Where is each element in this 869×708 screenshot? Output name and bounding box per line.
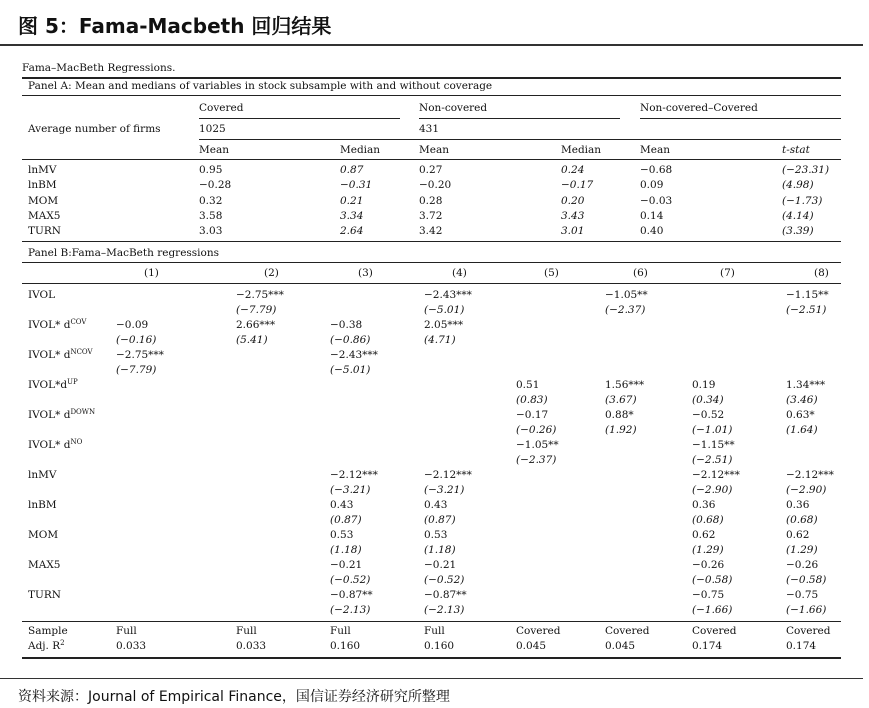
t-stat-cell: (−2.37) <box>605 304 646 316</box>
coefficient-cell: 1.34*** <box>786 379 826 391</box>
value-cell: 3.42 <box>419 225 443 238</box>
coefficient-cell: −0.38 <box>330 319 363 331</box>
row-label: MOM <box>28 194 59 207</box>
panel-b-bottom-rule <box>22 621 841 622</box>
column-header: (5) <box>544 267 559 279</box>
value-cell: −0.28 <box>199 179 232 192</box>
t-stat-cell: (−0.26) <box>516 424 557 436</box>
value-cell: 0.95 <box>199 164 223 176</box>
value-cell: 0.09 <box>640 179 664 192</box>
t-stat-cell: (0.87) <box>424 514 456 526</box>
row-label: lnMV <box>28 469 57 481</box>
row-label-base: IVOL* d <box>28 409 71 421</box>
panel-b-title: Panel B:Fama–MacBeth regressions <box>28 247 220 259</box>
column-header: (7) <box>720 267 735 279</box>
value-cell: 0.27 <box>419 164 443 176</box>
group-covered-rule <box>199 118 400 119</box>
row-label-base: IVOL* d <box>28 439 71 451</box>
coefficient-cell: −2.43*** <box>424 289 472 301</box>
coefficient-cell: −0.21 <box>330 559 363 571</box>
coefficient-cell: 0.36 <box>692 499 716 511</box>
row-label <box>28 379 78 392</box>
value-cell: 2.64 <box>340 225 364 238</box>
coefficient-cell: 0.62 <box>692 529 716 541</box>
firms-non-covered: 431 <box>419 123 440 135</box>
value-cell: (4.98) <box>782 179 814 192</box>
row-label-superscript: COV <box>70 318 87 326</box>
firms-rule <box>199 139 841 140</box>
table-bottom-rule <box>22 657 841 659</box>
coefficient-cell: −0.09 <box>116 319 149 331</box>
row-label: MAX5 <box>28 559 61 571</box>
coefficient-cell: 0.62 <box>786 529 810 541</box>
adj-r2-cell: 0.174 <box>786 640 817 652</box>
t-stat-cell: (1.29) <box>692 544 724 556</box>
value-cell: −0.20 <box>419 179 452 192</box>
panel-b-header-rule <box>22 283 841 284</box>
coefficient-cell: −2.43*** <box>330 349 378 361</box>
coefficient-cell: −0.26 <box>692 559 725 571</box>
t-stat-cell: (−0.86) <box>330 334 371 346</box>
header-mean: Mean <box>199 144 229 156</box>
t-stat-cell: (−7.79) <box>116 364 157 376</box>
t-stat-cell: (0.34) <box>692 394 724 406</box>
t-stat-cell: (1.18) <box>424 544 456 556</box>
t-stat-cell: (−0.52) <box>424 574 465 586</box>
coefficient-cell: −1.15** <box>692 439 735 451</box>
value-cell: (−1.73) <box>782 194 823 207</box>
firms-covered: 1025 <box>199 123 226 135</box>
t-stat-cell: (4.71) <box>424 334 456 346</box>
coefficient-cell: 0.51 <box>516 379 540 391</box>
row-label-base: IVOL* d <box>28 319 71 331</box>
t-stat-cell: (5.41) <box>236 334 268 346</box>
t-stat-cell: (−0.58) <box>786 574 827 586</box>
adj-r2-label <box>28 640 65 653</box>
t-stat-cell: (−2.51) <box>786 304 827 316</box>
value-cell: 0.32 <box>199 194 223 207</box>
sample-cell: Covered <box>786 625 831 637</box>
adj-r2-cell: 0.174 <box>692 640 723 652</box>
coefficient-cell: 0.43 <box>424 499 448 511</box>
value-cell: −0.68 <box>640 164 673 176</box>
sample-label: Sample <box>28 625 68 637</box>
firms-label: Average number of firms <box>28 123 161 135</box>
value-cell: 3.72 <box>419 209 443 222</box>
t-stat-cell: (−5.01) <box>424 304 465 316</box>
t-stat-cell: (−2.13) <box>424 604 465 616</box>
coefficient-cell: 1.56*** <box>605 379 645 391</box>
group-non-covered-rule <box>419 118 620 119</box>
coefficient-cell: −2.12*** <box>330 469 378 481</box>
t-stat-cell: (0.87) <box>330 514 362 526</box>
value-cell: 0.20 <box>561 194 585 207</box>
coefficient-cell: −2.12*** <box>692 469 740 481</box>
row-label: lnBM <box>28 179 57 192</box>
row-label <box>28 439 82 452</box>
coefficient-cell: −0.26 <box>786 559 819 571</box>
header-mean: Mean <box>640 144 670 156</box>
value-cell: 3.43 <box>561 209 585 222</box>
coefficient-cell: 0.19 <box>692 379 716 391</box>
coefficient-cell: −0.17 <box>516 409 549 421</box>
row-label <box>28 349 93 362</box>
header-t-stat: t-stat <box>782 144 810 156</box>
sample-cell: Full <box>116 625 137 637</box>
row-label <box>28 319 86 332</box>
coefficient-cell: −2.12*** <box>424 469 472 481</box>
value-cell: −0.03 <box>640 194 673 207</box>
footer-divider <box>0 678 863 679</box>
table-caption: Fama–MacBeth Regressions. <box>22 62 176 74</box>
coefficient-cell: −1.05** <box>516 439 559 451</box>
coefficient-cell: −0.21 <box>424 559 457 571</box>
group-difference-rule <box>640 118 841 119</box>
t-stat-cell: (−1.66) <box>786 604 827 616</box>
value-cell: (3.39) <box>782 225 814 238</box>
sample-cell: Full <box>236 625 257 637</box>
coefficient-cell: −0.75 <box>786 589 819 601</box>
row-label-superscript: NO <box>70 438 83 446</box>
adj-r2-cell: 0.160 <box>424 640 455 652</box>
coefficient-cell: 0.53 <box>424 529 448 541</box>
sample-cell: Covered <box>516 625 561 637</box>
row-label: MOM <box>28 529 59 541</box>
coefficient-cell: 0.63* <box>786 409 815 421</box>
coefficient-cell: 0.53 <box>330 529 354 541</box>
row-label-base: IVOL*d <box>28 379 68 391</box>
sample-cell: Full <box>424 625 445 637</box>
t-stat-cell: (0.68) <box>786 514 818 526</box>
row-label: TURN <box>28 225 61 238</box>
figure-title: 图 5：Fama-Macbeth 回归结果 <box>18 14 332 38</box>
group-difference: Non-covered–Covered <box>640 102 758 114</box>
sample-cell: Covered <box>692 625 737 637</box>
value-cell: 0.21 <box>340 194 364 207</box>
adj-r2-superscript: 2 <box>60 639 65 647</box>
coefficient-cell: −0.75 <box>692 589 725 601</box>
t-stat-cell: (1.18) <box>330 544 362 556</box>
value-cell: 3.58 <box>199 209 223 222</box>
value-cell: 0.28 <box>419 194 443 207</box>
value-cell: 0.24 <box>561 164 585 176</box>
coefficient-cell: −2.12*** <box>786 469 834 481</box>
t-stat-cell: (3.67) <box>605 394 637 406</box>
coefficient-cell: 0.36 <box>786 499 810 511</box>
value-cell: 0.40 <box>640 225 664 238</box>
t-stat-cell: (0.83) <box>516 394 548 406</box>
t-stat-cell: (−2.90) <box>786 484 827 496</box>
t-stat-cell: (1.92) <box>605 424 637 436</box>
coefficient-cell: −0.87** <box>424 589 467 601</box>
t-stat-cell: (−2.51) <box>692 454 733 466</box>
column-header: (6) <box>633 267 648 279</box>
panel-a-header-rule <box>22 159 841 160</box>
value-cell: (−23.31) <box>782 164 830 176</box>
sample-cell: Covered <box>605 625 650 637</box>
source-note: 资料来源：Journal of Empirical Finance，国信证券经济研究所整理 <box>18 689 450 705</box>
t-stat-cell: (−3.21) <box>330 484 371 496</box>
t-stat-cell: (1.64) <box>786 424 818 436</box>
adj-r2-cell: 0.033 <box>236 640 267 652</box>
value-cell: −0.17 <box>561 179 594 192</box>
column-header: (1) <box>144 267 159 279</box>
column-header: (3) <box>358 267 373 279</box>
coefficient-cell: −0.52 <box>692 409 725 421</box>
value-cell: −0.31 <box>340 179 373 192</box>
panel-a-rule <box>22 95 841 96</box>
coefficient-cell: −1.15** <box>786 289 829 301</box>
row-label-superscript: DOWN <box>70 408 96 416</box>
t-stat-cell: (−0.58) <box>692 574 733 586</box>
value-cell: 3.01 <box>561 225 585 238</box>
t-stat-cell: (−3.21) <box>424 484 465 496</box>
group-covered: Covered <box>199 102 244 114</box>
row-label: IVOL <box>28 289 56 301</box>
value-cell: 0.14 <box>640 209 664 222</box>
value-cell: 3.34 <box>340 209 364 222</box>
coefficient-cell: 0.88* <box>605 409 634 421</box>
adj-r2-cell: 0.160 <box>330 640 361 652</box>
t-stat-cell: (−5.01) <box>330 364 371 376</box>
coefficient-cell: −2.75*** <box>236 289 284 301</box>
row-label: TURN <box>28 589 61 601</box>
group-non-covered: Non-covered <box>419 102 488 114</box>
sample-cell: Full <box>330 625 351 637</box>
coefficient-cell: −2.75*** <box>116 349 164 361</box>
t-stat-cell: (−2.37) <box>516 454 557 466</box>
panel-b-top-rule <box>22 241 841 242</box>
row-label: MAX5 <box>28 209 61 222</box>
header-median: Median <box>561 144 602 156</box>
t-stat-cell: (3.46) <box>786 394 818 406</box>
t-stat-cell: (−0.16) <box>116 334 157 346</box>
t-stat-cell: (−1.01) <box>692 424 733 436</box>
coefficient-cell: 0.43 <box>330 499 354 511</box>
panel-a-title: Panel A: Mean and medians of variables in stock subsample with and without coverage <box>28 80 493 92</box>
title-divider <box>0 44 863 46</box>
t-stat-cell: (−2.90) <box>692 484 733 496</box>
column-header: (2) <box>264 267 279 279</box>
t-stat-cell: (−7.79) <box>236 304 277 316</box>
row-label-superscript: NCOV <box>70 348 93 356</box>
t-stat-cell: (−1.66) <box>692 604 733 616</box>
t-stat-cell: (1.29) <box>786 544 818 556</box>
value-cell: 3.03 <box>199 225 223 238</box>
coefficient-cell: −0.87** <box>330 589 373 601</box>
adj-r2-cell: 0.045 <box>516 640 547 652</box>
t-stat-cell: (−0.52) <box>330 574 371 586</box>
row-label-base: IVOL* d <box>28 349 71 361</box>
row-label-superscript: UP <box>67 378 78 386</box>
t-stat-cell: (−2.13) <box>330 604 371 616</box>
value-cell: 0.87 <box>340 164 364 176</box>
header-mean: Mean <box>419 144 449 156</box>
coefficient-cell: −1.05** <box>605 289 648 301</box>
column-header: (8) <box>814 267 829 279</box>
row-label: lnBM <box>28 499 57 511</box>
header-median: Median <box>340 144 381 156</box>
row-label <box>28 409 95 422</box>
column-header: (4) <box>452 267 467 279</box>
t-stat-cell: (0.68) <box>692 514 724 526</box>
coefficient-cell: 2.66*** <box>236 319 276 331</box>
adj-r2-label-base: Adj. R <box>28 640 61 652</box>
row-label: lnMV <box>28 164 57 176</box>
value-cell: (4.14) <box>782 209 814 222</box>
table-top-rule <box>22 77 841 79</box>
adj-r2-cell: 0.045 <box>605 640 636 652</box>
adj-r2-cell: 0.033 <box>116 640 147 652</box>
panel-b-title-rule <box>22 262 841 263</box>
coefficient-cell: 2.05*** <box>424 319 464 331</box>
